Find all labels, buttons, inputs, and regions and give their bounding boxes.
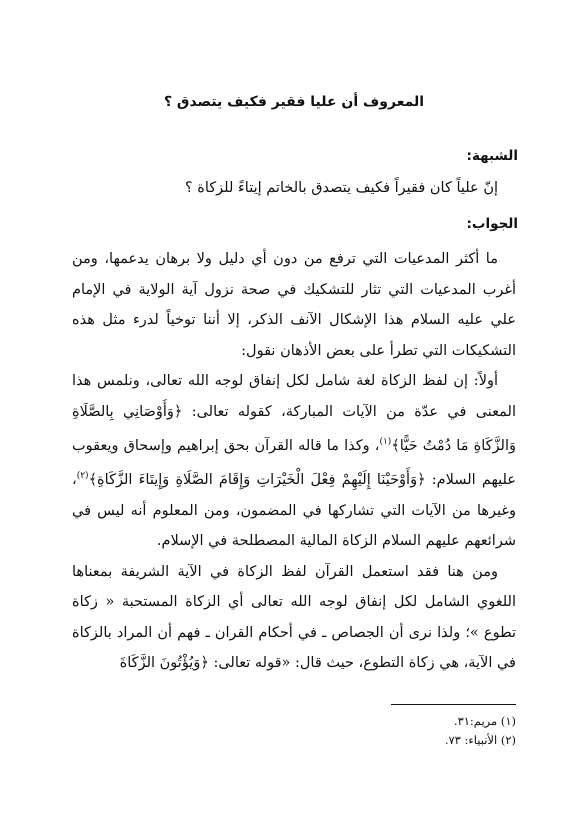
shubha-text: إنّ علياً كان فقيراً فكيف يتصدق بالخاتم إيتاءً للزكاة ؟: [184, 180, 498, 196]
answer-body: [72, 244, 516, 679]
shubha-label: الشبهة:: [466, 148, 518, 164]
answer-paragraph-3: ومن هنا فقد استعمل القرآن لفظ الزكاة في الآية الشريفة بمعناها اللغوي الشامل لكل إنفاق لوجه الله تعالى أي الزكاة المستحبة « زكاة تطوع »؛ ولذا نرى أن الجصاص ـ في أحكام القران ـ فهم أن المراد بالزكاة في الآية، هي زكاة التطوع، حيث قال: «قوله تعالى: ﴿وَيُؤْتُونَ الزَّكَاةَ: [72, 563, 516, 672]
answer-paragraph-1: ما أكثر المدعيات التي ترفع من دون أي دليل ولا برهان يدعمها، ومن أغرب المدعيات التي تثار للتشكيك في صحة نزول آية الولاية في الإمام علي عليه السلام هذا الإشكال الآنف الذكر، إلا أننا توخياً لدرء مثل هذه التشكيكات التي تطرأ على بعض الأذهان نقول:: [72, 251, 516, 359]
shubha-text-block: [72, 173, 516, 204]
footnote-ref-1: (١): [379, 437, 392, 447]
answer-label: الجواب:: [466, 216, 518, 232]
answer-paragraph-2-part-1: أولاً: إن لفظ الزكاة لغة شامل لكل إنفاق لوجه الله تعالى، ونلمس هذا المعنى في عدّة من الآيات المباركة، كقوله تعالى: ﴿وَأَوْصَانِي بِالصَّلَاةِ وَالزَّكَاةِ مَا دُمْتُ حَيًّا﴾: [72, 373, 516, 454]
footnote-divider: [391, 704, 516, 705]
footnote-ref-2: (٢): [76, 471, 89, 482]
footnote-1: (١) مريم:٣١.: [453, 714, 516, 728]
footnotes: [72, 712, 516, 750]
page-title: المعروف أن عليا فقير فكيف يتصدق ؟: [163, 94, 425, 110]
answer-paragraph-2-part-2: ، وكذا ما قاله القرآن بحق إبراهيم وإسحاق ويعقوب عليهم السلام: ﴿وَأَوْحَيْنَا إِلَيْهِمْ فِعْلَ الْخَيْرَاتِ وَإِقَامَ الصَّلَاةِ وَإِيتَاءَ الزَّكَاةِ﴾: [72, 437, 516, 489]
answer-paragraph-2-part-3: ، وغيرها من الآيات التي تشاركها في المضمون، ومن المعلوم أنه ليس في شرائعهم عليهم السلام الزكاة المالية المصطلحة في الإسلام.: [72, 472, 516, 550]
answer-paragraph-2: [72, 366, 516, 557]
footnote-2: (٢) الأنبياء: ٧٣.: [444, 733, 516, 747]
